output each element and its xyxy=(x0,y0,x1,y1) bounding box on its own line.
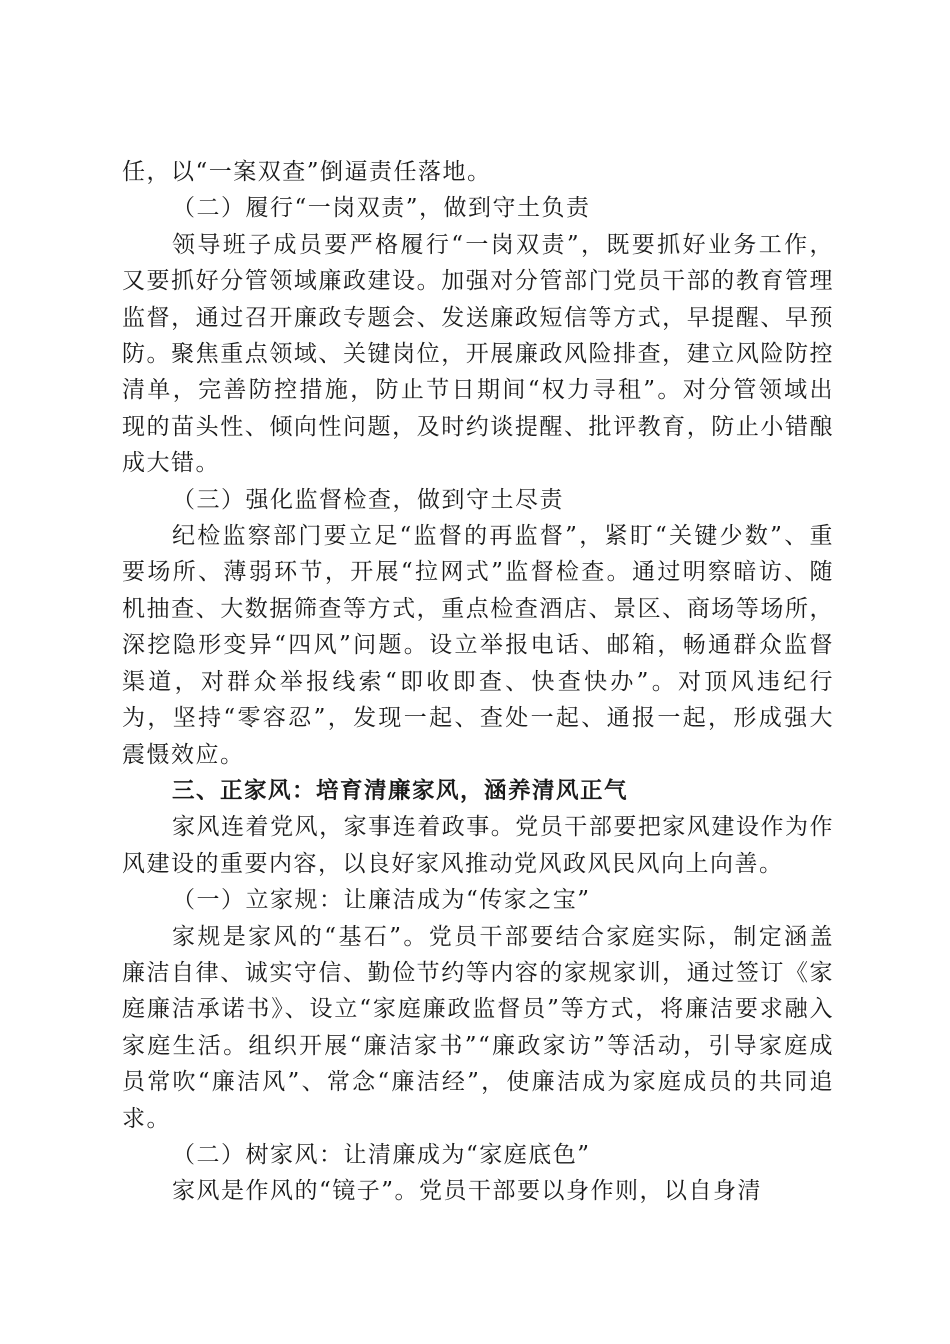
subheading-yigang-shuangze: （二）履行“一岗双责”，做到守土负责 xyxy=(172,195,591,222)
paragraph-leadership-duty: 领导班子成员要严格履行“一岗双责”，既要抓好业务工作，又要抓好分管领域廉政建设。加强对分管部门党员干部的教育管理监督，通过召开廉政专题会、发送廉政短信等方式，早提醒、早预防。聚焦重点领域、关键岗位，开展廉政风险排查，建立风险防控清单，完善防控措施，防止节日期间“权力寻租”。对分管领域出现的苗头性、倾向性问题，及时约谈提醒、批评教育，防止小错酿成大错。 xyxy=(122,231,834,477)
subheading-family-rules: （一）立家规：让廉洁成为“传家之宝” xyxy=(172,887,591,914)
section-heading-family-style: 三、正家风：培育清廉家风，涵养清风正气 xyxy=(172,777,629,804)
subheading-family-tradition: （二）树家风：让清廉成为“家庭底色” xyxy=(172,1141,591,1168)
paragraph-family-party-style: 家风连着党风，家事连着政事。党员干部要把家风建设作为作风建设的重要内容，以良好家风推动党风政风民风向上向善。 xyxy=(122,814,834,877)
paragraph-continuation: 任，以“一案双查”倒逼责任落地。 xyxy=(122,159,492,185)
subheading-supervision-inspection: （三）强化监督检查，做到守土尽责 xyxy=(172,486,564,513)
paragraph-discipline-inspection: 纪检监察部门要立足“监督的再监督”，紧盯“关键少数”、重要场所、薄弱环节，开展“拉网式”监督检查。通过明察暗访、随机抽查、大数据筛查等方式，重点检查酒店、景区、商场等场所，深挖隐形变异“四风”问题。设立举报电话、邮箱，畅通群众监督渠道，对群众举报线索“即收即查、快查快办”。对顶风违纪行为，坚持“零容忍”，发现一起、查处一起、通报一起，形成强大震慑效应。 xyxy=(122,523,834,768)
paragraph-family-rules: 家规是家风的“基石”。党员干部要结合家庭实际，制定涵盖廉洁自律、诚实守信、勤俭节约等内容的家规家训，通过签订《家庭廉洁承诺书》、设立“家庭廉政监督员”等方式，将廉洁要求融入家庭生活。组织开展“廉洁家书”“廉政家访”等活动，引导家庭成员常吹“廉洁风”、常念“廉洁经”，使廉洁成为家庭成员的共同追求。 xyxy=(122,923,834,1132)
paragraph-family-mirror: 家风是作风的“镜子”。党员干部要以身作则，以自身清 xyxy=(172,1178,763,1205)
document-body xyxy=(122,154,834,1210)
